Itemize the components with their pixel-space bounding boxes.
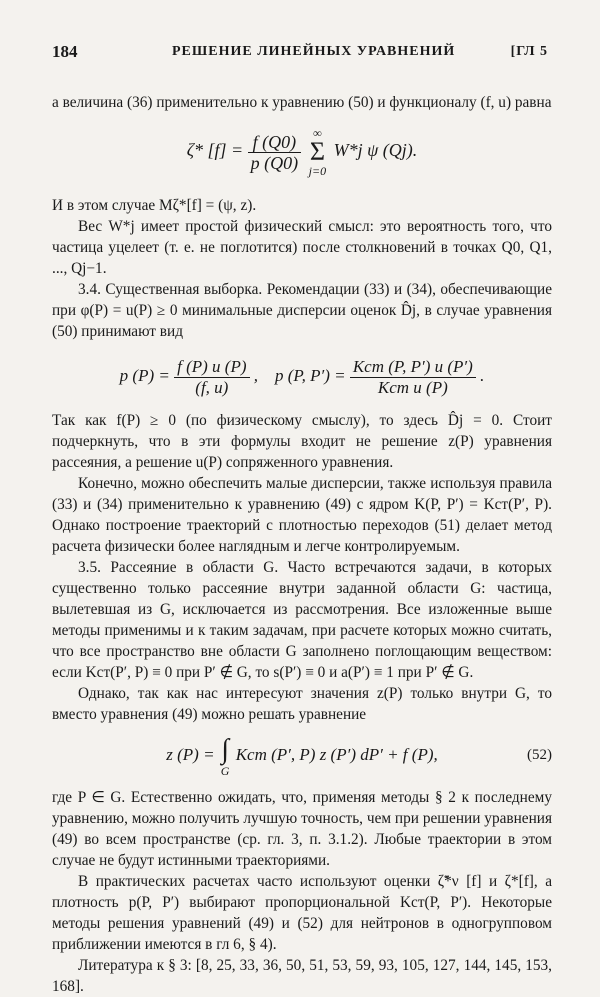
paragraph: В практических расчетах часто используют оценки ζ̃*ν [f] и ζ*[f], а плотность p(P, P′) выбирают пропорциональной Kст(P, P′). Некоторые методы решения уравнений (49) и (52) для нейтронов в одногрупповом приближении имеются в гл 6, § 4). xyxy=(52,873,552,953)
formula-densities xyxy=(52,348,552,404)
integral-icon: ∫ xyxy=(221,734,229,766)
numerator: f (P) u (P) xyxy=(174,357,249,378)
paragraph: Конечно, можно обеспечить малые дисперсии, также используя правила (33) и (34) применительно к уравнению (49) с ядром K(P, P′) = Kст(P′, P). Однако построение траекторий с плотностью переходов (51) делает метод расчета физически более наглядным и легче контролируемым. xyxy=(52,475,552,555)
references-line: Литература к § 3: [8, 25, 33, 36, 50, 51, 53, 59, 93, 105, 127, 144, 145, 153, 168]. xyxy=(52,957,552,995)
paragraph: И в этом случае Mζ*[f] = (ψ, z). xyxy=(52,197,257,214)
sum-lower: j=0 xyxy=(308,164,327,178)
formula-lhs: p (P) = xyxy=(119,366,170,385)
denominator: Kст u (P) xyxy=(377,377,448,397)
numerator: f (Q0) xyxy=(248,132,302,153)
formula-lhs: z (P) = xyxy=(166,745,215,764)
numerator: Kст (P, P′) u (P′) xyxy=(350,357,476,378)
paragraph: а величина (36) применительно к уравнению (50) и функционалу (f, u) равна xyxy=(52,94,552,111)
paragraph: Вес W*j имеет простой физический смысл: это вероятность того, что частица уцелеет (т. е. не поглотится) после столкновений в точках Q0, Q1, ..., Qj−1. xyxy=(52,218,552,277)
paragraph: Так как f(P) ≥ 0 (по физическому смыслу), то здесь D̂j = 0. Стоит подчеркнуть, что в эти формулы входит не решение z(P) уравнения рассеяния, а решение u(P) сопряженного уравнения. xyxy=(52,412,552,471)
fraction xyxy=(174,357,249,398)
body-text xyxy=(52,92,552,997)
chapter-label: [ГЛ 5 xyxy=(510,44,548,59)
sum-symbol xyxy=(309,127,326,177)
integral-symbol xyxy=(221,735,230,777)
fraction xyxy=(248,132,302,173)
running-header xyxy=(52,42,548,66)
paragraph: Однако, так как нас интересуют значения z(P) только внутри G, то вместо уравнения (49) можно решать уравнение xyxy=(52,685,552,723)
paragraph: 3.5. Рассеяние в области G. Часто встречаются задачи, в которых существенно только рассеяние внутри заданной области G: частица, вылетевшая из G, исключается из рассмотрения. Все изложенные выше методы применимы и к таким задачам, при расчете которых можно считать, что все пространство вне области G заполнено поглощающим веществом: если Kст(P′, P) ≡ 0 при P′ ∉ G, то s(P′) ≡ 0 и a(P′) ≡ 1 при P′ ∉ G. xyxy=(52,559,552,681)
page-number: 184 xyxy=(52,42,78,61)
formula-lhs: ζ* [f] = xyxy=(186,140,244,161)
formula-end: . xyxy=(480,366,485,385)
formula-52 xyxy=(52,729,552,781)
denominator: p (Q0) xyxy=(250,152,299,173)
formula-rhs: Kст (P′, P) z (P′) dP′ + f (P), xyxy=(235,745,438,764)
paragraph: где P ∈ G. Естественно ожидать, что, применяя методы § 2 к последнему уравнению, можно получить лучшую точность, чем при решении уравнения (49) во всем пространстве (ср. гл. 3, п. 3.1.2). Любые траектории в этом случае не будут истинными траекториями. xyxy=(52,789,552,869)
fraction xyxy=(350,357,476,398)
formula-zeta xyxy=(52,117,552,191)
separator: , xyxy=(253,366,258,385)
formula-rhs: W*j ψ (Qj). xyxy=(333,140,418,161)
integral-domain: G xyxy=(220,764,230,779)
paragraph: 3.4. Существенная выборка. Рекомендации (33) и (34), обеспечивающие при φ(P) = u(P) ≥ 0 минимальные дисперсии оценок D̂j, в случае уравнения (50) принимают вид xyxy=(52,281,552,340)
running-title: РЕШЕНИЕ ЛИНЕЙНЫХ УРАВНЕНИЙ xyxy=(172,44,456,59)
equation-number: (52) xyxy=(527,747,552,763)
formula-lhs: p (P, P′) = xyxy=(275,366,346,385)
sum-upper: ∞ xyxy=(313,126,322,140)
sigma-icon: Σ xyxy=(309,137,325,166)
denominator: (f, u) xyxy=(195,377,229,397)
